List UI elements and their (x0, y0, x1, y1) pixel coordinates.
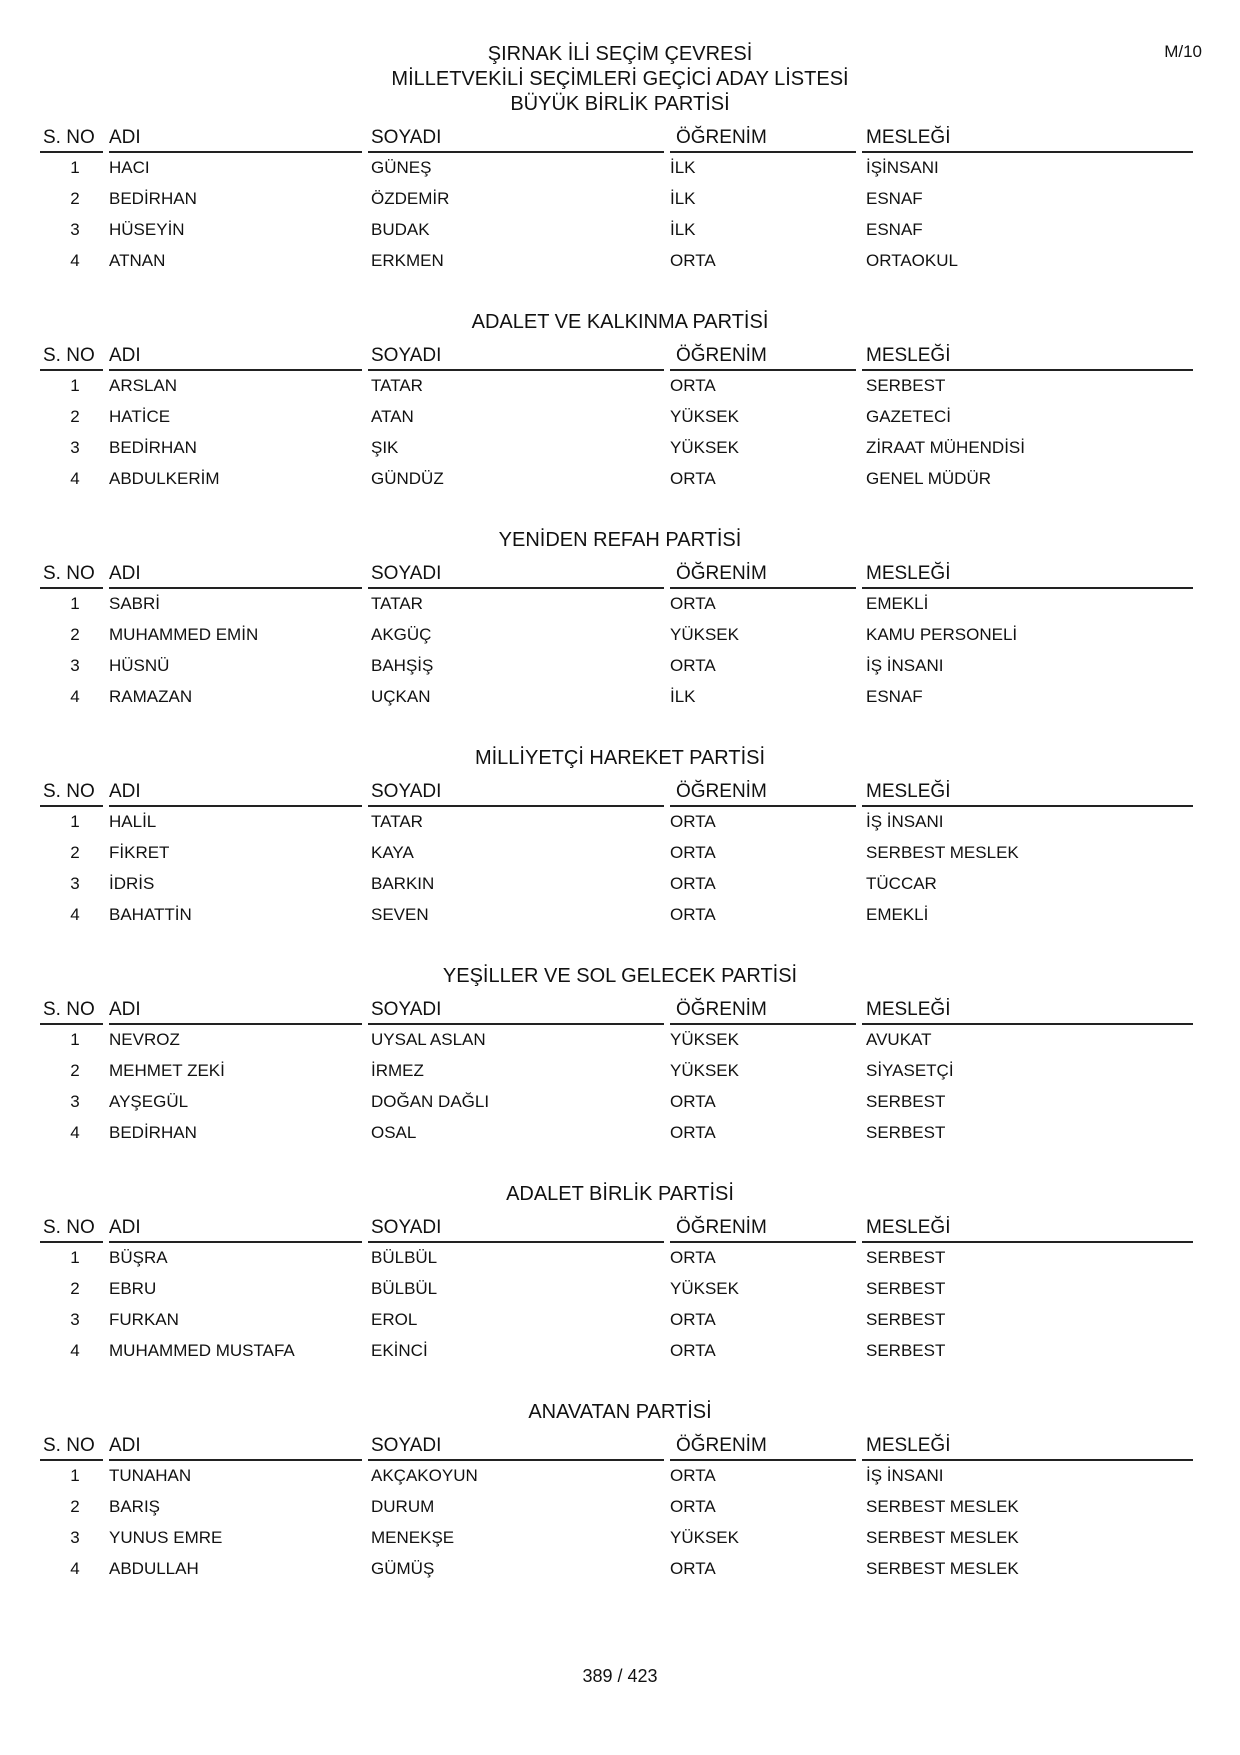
cell-no: 3 (70, 1310, 80, 1329)
cell-name: FİKRET (109, 843, 170, 862)
column-header-occupation: MESLEĞİ (866, 345, 951, 366)
header-rule (862, 369, 1193, 371)
cell-surname: BUDAK (371, 220, 430, 239)
cell-occupation: İŞİNSANI (866, 158, 939, 177)
party-title: YENİDEN REFAH PARTİSİ (498, 529, 742, 551)
cell-surname: ŞIK (371, 438, 399, 457)
page-number: 389 / 423 (582, 1666, 658, 1686)
cell-education: ORTA (670, 905, 716, 924)
cell-no: 1 (70, 1466, 80, 1485)
cell-name: SABRİ (109, 594, 161, 613)
cell-surname: AKÇAKOYUN (371, 1466, 478, 1485)
cell-surname: ERKMEN (371, 251, 444, 270)
cell-surname: MENEKŞE (371, 1528, 455, 1547)
header-rule (670, 587, 856, 589)
cell-occupation: AVUKAT (866, 1030, 932, 1049)
cell-no: 2 (70, 1279, 80, 1298)
column-header-education: ÖĞRENİM (676, 1435, 767, 1456)
cell-occupation: SERBEST (866, 376, 946, 395)
cell-no: 4 (70, 469, 80, 488)
header-rule (109, 1459, 362, 1461)
column-header-no: S. NO (43, 127, 95, 148)
column-header-occupation: MESLEĞİ (866, 999, 951, 1020)
cell-no: 1 (70, 376, 80, 395)
column-header-education: ÖĞRENİM (676, 563, 767, 584)
column-header-education: ÖĞRENİM (676, 1217, 767, 1238)
header-rule (670, 1023, 856, 1025)
cell-occupation: SERBEST (866, 1310, 946, 1329)
party-title: BÜYÜK BİRLİK PARTİSİ (510, 93, 730, 115)
header-rule (862, 805, 1193, 807)
header-rule (40, 1023, 103, 1025)
cell-surname: BARKIN (371, 874, 435, 893)
cell-name: HALİL (109, 812, 157, 831)
cell-education: ORTA (670, 469, 716, 488)
header-rule (862, 587, 1193, 589)
cell-name: ARSLAN (109, 376, 178, 395)
column-header-name: ADI (109, 999, 141, 1020)
cell-occupation: ESNAF (866, 220, 923, 239)
cell-surname: DOĞAN DAĞLI (371, 1092, 490, 1111)
header-rule (40, 587, 103, 589)
cell-surname: İRMEZ (371, 1061, 424, 1080)
header-rule (862, 1023, 1193, 1025)
cell-occupation: ORTAOKUL (866, 251, 958, 270)
cell-name: AYŞEGÜL (109, 1092, 189, 1111)
cell-education: İLK (670, 687, 696, 706)
cell-no: 4 (70, 251, 80, 270)
cell-surname: SEVEN (371, 905, 429, 924)
header-rule (368, 369, 664, 371)
party-title: MİLLİYETÇİ HAREKET PARTİSİ (474, 747, 766, 769)
header-rule (368, 1023, 664, 1025)
cell-education: ORTA (670, 1310, 716, 1329)
cell-name: RAMAZAN (109, 687, 193, 706)
cell-occupation: SİYASETÇİ (866, 1061, 954, 1080)
cell-occupation: TÜCCAR (866, 874, 937, 893)
cell-surname: GÜNDÜZ (371, 469, 444, 488)
cell-occupation: EMEKLİ (866, 905, 929, 924)
cell-no: 2 (70, 1061, 80, 1080)
cell-no: 1 (70, 158, 80, 177)
cell-education: ORTA (670, 1466, 716, 1485)
cell-occupation: ESNAF (866, 189, 923, 208)
column-header-education: ÖĞRENİM (676, 127, 767, 148)
cell-surname: DURUM (371, 1497, 435, 1516)
header-rule (40, 1459, 103, 1461)
cell-education: YÜKSEK (670, 407, 739, 426)
header-rule (109, 369, 362, 371)
cell-surname: GÜMÜŞ (371, 1559, 435, 1578)
cell-education: ORTA (670, 656, 716, 675)
cell-occupation: SERBEST (866, 1123, 946, 1142)
cell-no: 3 (70, 656, 80, 675)
column-header-occupation: MESLEĞİ (866, 563, 951, 584)
cell-no: 2 (70, 189, 80, 208)
cell-no: 1 (70, 594, 80, 613)
cell-education: İLK (670, 189, 696, 208)
cell-surname: BÜLBÜL (371, 1248, 438, 1267)
cell-occupation: GENEL MÜDÜR (866, 469, 991, 488)
cell-surname: ÖZDEMİR (371, 189, 450, 208)
cell-name: BEDİRHAN (109, 1123, 197, 1142)
cell-surname: UYSAL ASLAN (371, 1030, 486, 1049)
header-rule (368, 805, 664, 807)
column-header-occupation: MESLEĞİ (866, 127, 951, 148)
column-header-name: ADI (109, 563, 141, 584)
cell-occupation: İŞ İNSANI (866, 656, 944, 675)
header-rule (368, 1241, 664, 1243)
cell-education: ORTA (670, 251, 716, 270)
cell-no: 1 (70, 812, 80, 831)
cell-occupation: GAZETECİ (866, 407, 952, 426)
cell-surname: TATAR (371, 812, 423, 831)
header-rule (40, 369, 103, 371)
cell-occupation: İŞ İNSANI (866, 812, 944, 831)
cell-surname: KAYA (371, 843, 414, 862)
document-title-line-2: MİLLETVEKİLİ SEÇİMLERİ GEÇİCİ ADAY LİSTESİ (391, 68, 849, 90)
cell-no: 2 (70, 1497, 80, 1516)
column-header-surname: SOYADI (371, 345, 442, 366)
cell-name: EBRU (109, 1279, 157, 1298)
cell-education: ORTA (670, 376, 716, 395)
party-title: YEŞİLLER VE SOL GELECEK PARTİSİ (442, 965, 798, 987)
cell-name: FURKAN (109, 1310, 179, 1329)
column-header-surname: SOYADI (371, 563, 442, 584)
cell-no: 2 (70, 407, 80, 426)
column-header-education: ÖĞRENİM (676, 345, 767, 366)
column-header-occupation: MESLEĞİ (866, 1217, 951, 1238)
header-rule (368, 587, 664, 589)
cell-no: 4 (70, 1341, 80, 1360)
cell-surname: GÜNEŞ (371, 158, 432, 177)
column-header-education: ÖĞRENİM (676, 999, 767, 1020)
cell-name: MUHAMMED EMİN (109, 625, 259, 644)
cell-occupation: SERBEST MESLEK (866, 1559, 1019, 1578)
header-rule (670, 805, 856, 807)
header-rule (40, 1241, 103, 1243)
cell-name: HACI (109, 158, 150, 177)
cell-name: BÜŞRA (109, 1248, 168, 1267)
cell-no: 1 (70, 1248, 80, 1267)
header-rule (862, 1241, 1193, 1243)
header-rule (40, 805, 103, 807)
cell-no: 3 (70, 438, 80, 457)
cell-education: YÜKSEK (670, 1061, 739, 1080)
column-header-name: ADI (109, 345, 141, 366)
cell-education: ORTA (670, 1497, 716, 1516)
cell-surname: ATAN (371, 407, 414, 426)
cell-name: HÜSNÜ (109, 656, 170, 675)
column-header-name: ADI (109, 127, 141, 148)
cell-surname: TATAR (371, 376, 423, 395)
header-rule (670, 369, 856, 371)
header-rule (109, 587, 362, 589)
cell-name: BAHATTİN (109, 905, 192, 924)
column-header-surname: SOYADI (371, 999, 442, 1020)
header-rule (368, 1459, 664, 1461)
cell-occupation: SERBEST MESLEK (866, 843, 1019, 862)
header-rule (670, 151, 856, 153)
column-header-no: S. NO (43, 345, 95, 366)
cell-surname: EROL (371, 1310, 418, 1329)
cell-name: TUNAHAN (109, 1466, 192, 1485)
column-header-no: S. NO (43, 563, 95, 584)
cell-surname: BÜLBÜL (371, 1279, 438, 1298)
cell-name: BEDİRHAN (109, 189, 197, 208)
header-rule (40, 151, 103, 153)
cell-education: ORTA (670, 812, 716, 831)
cell-no: 3 (70, 1528, 80, 1547)
column-header-education: ÖĞRENİM (676, 781, 767, 802)
cell-education: YÜKSEK (670, 625, 739, 644)
cell-no: 4 (70, 1559, 80, 1578)
cell-no: 4 (70, 1123, 80, 1142)
cell-no: 2 (70, 843, 80, 862)
cell-name: İDRİS (109, 874, 155, 893)
header-rule (670, 1241, 856, 1243)
cell-surname: OSAL (371, 1123, 417, 1142)
cell-education: ORTA (670, 594, 716, 613)
cell-surname: EKİNCİ (371, 1341, 428, 1360)
document-code: M/10 (1164, 42, 1202, 61)
cell-name: BARIŞ (109, 1497, 161, 1516)
party-title: ADALET VE KALKINMA PARTİSİ (471, 311, 769, 333)
column-header-no: S. NO (43, 999, 95, 1020)
cell-occupation: ESNAF (866, 687, 923, 706)
cell-occupation: SERBEST (866, 1279, 946, 1298)
cell-no: 2 (70, 625, 80, 644)
cell-occupation: ZİRAAT MÜHENDİSİ (866, 438, 1025, 457)
cell-education: ORTA (670, 1341, 716, 1360)
column-header-occupation: MESLEĞİ (866, 781, 951, 802)
header-rule (109, 1023, 362, 1025)
party-title: ANAVATAN PARTİSİ (528, 1401, 712, 1423)
cell-no: 1 (70, 1030, 80, 1049)
cell-education: ORTA (670, 1559, 716, 1578)
column-header-no: S. NO (43, 1217, 95, 1238)
header-rule (368, 151, 664, 153)
cell-occupation: EMEKLİ (866, 594, 929, 613)
column-header-surname: SOYADI (371, 127, 442, 148)
cell-occupation: SERBEST (866, 1248, 946, 1267)
cell-education: ORTA (670, 1092, 716, 1111)
column-header-no: S. NO (43, 781, 95, 802)
column-header-name: ADI (109, 1435, 141, 1456)
cell-name: HÜSEYİN (109, 220, 185, 239)
cell-name: BEDİRHAN (109, 438, 197, 457)
document-title-line-1: ŞIRNAK İLİ SEÇİM ÇEVRESİ (487, 43, 753, 65)
cell-occupation: SERBEST MESLEK (866, 1528, 1019, 1547)
cell-no: 4 (70, 687, 80, 706)
cell-name: MEHMET ZEKİ (109, 1061, 225, 1080)
cell-name: MUHAMMED MUSTAFA (109, 1341, 295, 1360)
column-header-surname: SOYADI (371, 1435, 442, 1456)
cell-name: NEVROZ (109, 1030, 180, 1049)
column-header-no: S. NO (43, 1435, 95, 1456)
cell-no: 3 (70, 220, 80, 239)
cell-occupation: KAMU PERSONELİ (866, 625, 1018, 644)
header-rule (862, 1459, 1193, 1461)
cell-occupation: İŞ İNSANI (866, 1466, 944, 1485)
header-rule (109, 805, 362, 807)
cell-surname: TATAR (371, 594, 423, 613)
cell-no: 3 (70, 874, 80, 893)
column-header-name: ADI (109, 1217, 141, 1238)
party-title: ADALET BİRLİK PARTİSİ (506, 1183, 734, 1205)
cell-education: ORTA (670, 1248, 716, 1267)
header-rule (862, 151, 1193, 153)
cell-name: ATNAN (109, 251, 166, 270)
cell-name: HATİCE (109, 407, 171, 426)
column-header-surname: SOYADI (371, 1217, 442, 1238)
cell-occupation: SERBEST (866, 1092, 946, 1111)
cell-no: 4 (70, 905, 80, 924)
cell-education: YÜKSEK (670, 1528, 739, 1547)
cell-education: ORTA (670, 843, 716, 862)
cell-name: ABDULKERİM (109, 469, 220, 488)
cell-education: İLK (670, 220, 696, 239)
cell-education: YÜKSEK (670, 438, 739, 457)
cell-education: YÜKSEK (670, 1030, 739, 1049)
cell-occupation: SERBEST (866, 1341, 946, 1360)
cell-surname: BAHŞİŞ (371, 656, 434, 675)
header-rule (670, 1459, 856, 1461)
cell-education: YÜKSEK (670, 1279, 739, 1298)
cell-name: YUNUS EMRE (109, 1528, 223, 1547)
cell-name: ABDULLAH (109, 1559, 199, 1578)
cell-education: ORTA (670, 1123, 716, 1142)
column-header-occupation: MESLEĞİ (866, 1435, 951, 1456)
cell-education: İLK (670, 158, 696, 177)
column-header-name: ADI (109, 781, 141, 802)
cell-occupation: SERBEST MESLEK (866, 1497, 1019, 1516)
column-header-surname: SOYADI (371, 781, 442, 802)
cell-education: ORTA (670, 874, 716, 893)
cell-surname: UÇKAN (371, 687, 431, 706)
header-rule (109, 151, 362, 153)
cell-no: 3 (70, 1092, 80, 1111)
header-rule (109, 1241, 362, 1243)
cell-surname: AKGÜÇ (371, 625, 432, 644)
